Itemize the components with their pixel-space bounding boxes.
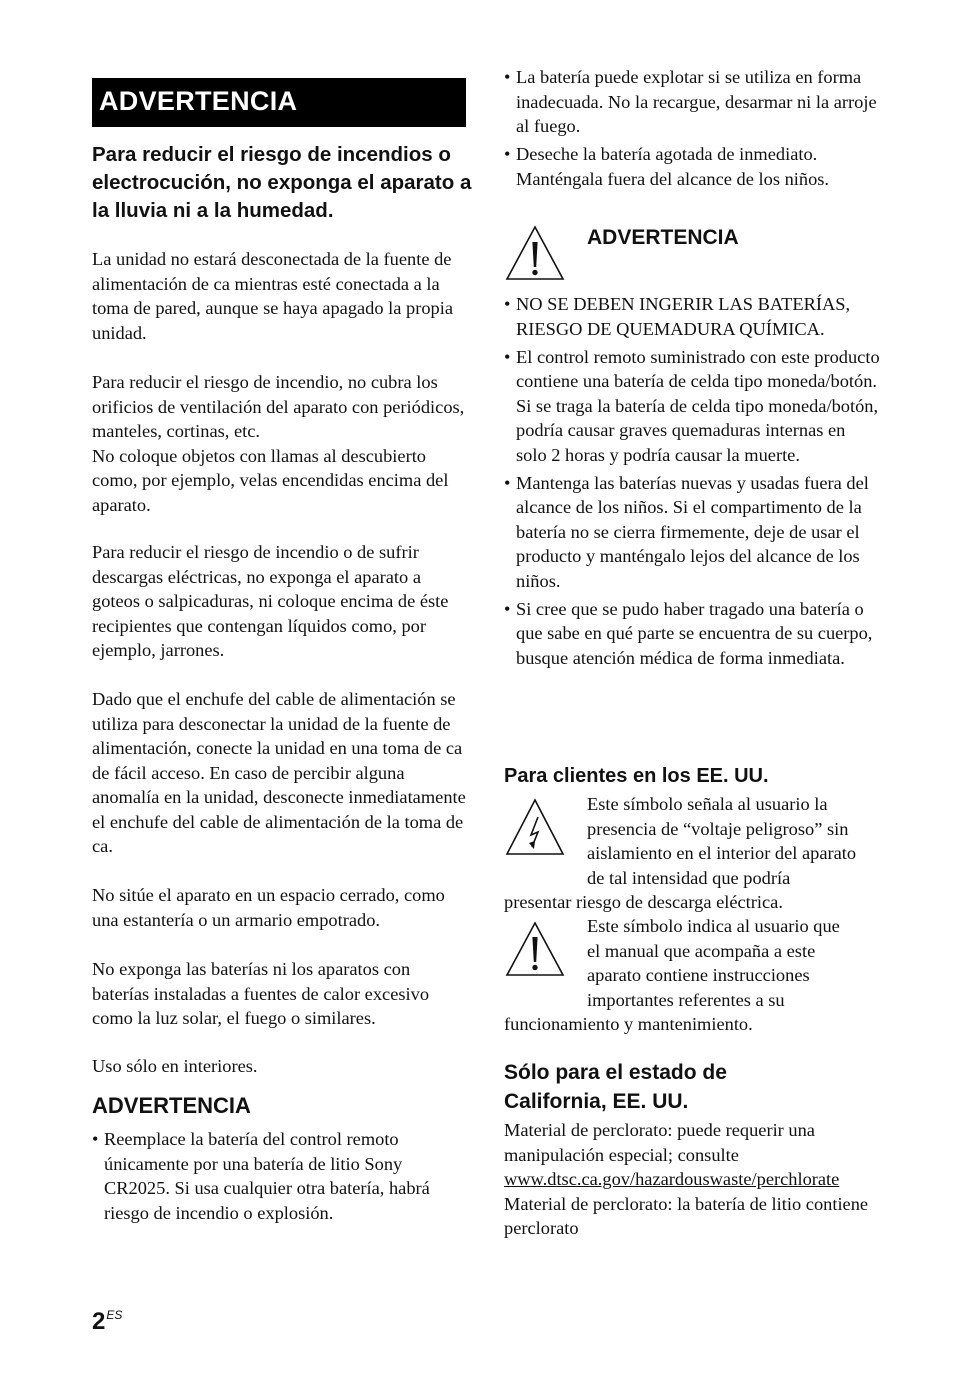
us-customers-heading: Para clientes en los EE. UU. <box>504 765 769 787</box>
paragraph-liquids: Para reducir el riesgo de incendio o de sufrir descargas eléctricas, no exponga el aparato a goteos o salpicaduras, ni coloque encima de éste recipientes que contengan líquidos como, por ejemplo, jarrones. <box>92 542 449 660</box>
warning-heading-remote: ADVERTENCIA <box>92 1093 251 1118</box>
page-number-value: 2 <box>92 1308 106 1335</box>
california-heading-line: California, EE. UU. <box>504 1090 689 1113</box>
warning-banner-title: ADVERTENCIA <box>99 86 298 116</box>
list-item: • Mantenga las baterías nuevas y usadas fuera del alcance de los niños. Si el compartimento de la batería no se cierra firmemente, deje de usar el producto y manténgalo lejos del alcance de los niños. <box>504 471 880 594</box>
paragraph-enclosure: No sitúe el aparato en un espacio cerrado, como una estantería o un armario empotrado. <box>92 885 445 930</box>
electric-shock-icon <box>504 797 566 857</box>
lead-warning: Para reducir el riesgo de incendios o electrocución, no exponga el aparato a la lluvia ni a la humedad. <box>92 143 472 222</box>
perchlorate-link[interactable]: www.dtsc.ca.gov/hazardouswaste/perchlorate <box>504 1169 840 1189</box>
instructions-symbol-line: aparato contiene instrucciones <box>587 965 810 985</box>
california-heading-line: Sólo para el estado de <box>504 1061 727 1084</box>
warning-heading-ingestion: ADVERTENCIA <box>587 226 739 249</box>
list-item: • Deseche la batería agotada de inmediato. Manténgala fuera del alcance de los niños. <box>504 142 880 191</box>
paragraph-ventilation-a: Para reducir el riesgo de incendio, no cubra los orificios de ventilación del aparato con periódicos, manteles, cortinas, etc. <box>92 372 465 441</box>
perchlorate-text-1: Material de perclorato: puede requerir una manipulación especial; consulte <box>504 1120 815 1165</box>
paragraph-ventilation <box>92 370 466 517</box>
list-item: • Si cree que se pudo haber tragado una batería o que sabe en qué parte se encuentra de su cuerpo, busque atención médica de forma inmediata. <box>504 597 880 671</box>
instructions-symbol-line: el manual que acompaña a este <box>587 940 816 961</box>
paragraph-ventilation-b: No coloque objetos con llamas al descubierto como, por ejemplo, velas encendidas encima del aparato. <box>92 445 449 515</box>
paragraph-plug: Dado que el enchufe del cable de alimentación se utiliza para desconectar la unidad de la fuente de alimentación, conecte la unidad en una toma de ca de fácil acceso. En caso de percibir alguna anomalía en la unidad, desconecte inmediatamente el enchufe del cable de alimentación de la toma de ca. <box>92 689 466 856</box>
list-item: • La batería puede explotar si se utiliza en forma inadecuada. No la recargue, desarmar ni la arroje al fuego. <box>504 65 880 139</box>
instructions-symbol-line: importantes referentes a su <box>587 989 785 1010</box>
shock-symbol-line: Este símbolo señala al usuario la <box>587 794 828 814</box>
list-item: • Reemplace la batería del control remoto únicamente por una batería de litio Sony CR2025. Si usa cualquier otra batería, habrá riesgo de incendio o explosión. <box>92 1127 466 1225</box>
shock-symbol-line: aislamiento en el interior del aparato <box>587 843 857 863</box>
warning-banner <box>92 78 466 127</box>
warning-triangle-icon <box>504 224 566 282</box>
shock-symbol-tail: presentar riesgo de descarga eléctrica. <box>504 892 783 912</box>
instructions-symbol-tail: funcionamiento y mantenimiento. <box>504 1014 753 1034</box>
perchlorate-text-2: Material de perclorato: la batería de litio contiene perclorato <box>504 1193 869 1238</box>
instructions-symbol-line: Este símbolo indica al usuario que <box>587 916 840 936</box>
battery-list <box>504 65 880 195</box>
remote-battery-list <box>92 1127 466 1229</box>
shock-symbol-line: presencia de “voltaje peligroso” sin <box>587 818 849 839</box>
list-item: • El control remoto suministrado con este producto contiene una batería de celda tipo moneda/botón. Si se traga la batería de celda tipo moneda/botón, podría causar graves quemaduras internas en solo 2 horas y podría causar la muerte. <box>504 345 880 468</box>
instructions-symbol-text <box>587 914 887 1012</box>
paragraph-indoor-use: Uso sólo en interiores. <box>92 1056 258 1076</box>
ingestion-warning-list <box>504 292 880 674</box>
caution-triangle-icon <box>504 920 566 978</box>
page-number <box>92 1308 122 1336</box>
paragraph-battery-heat: No exponga las baterías ni los aparatos con baterías instaladas a fuentes de calor excesivo como la luz solar, el fuego o similares. <box>92 959 430 1028</box>
list-item: • NO SE DEBEN INGERIR LAS BATERÍAS, RIESGO DE QUEMADURA QUÍMICA. <box>504 292 880 341</box>
shock-symbol-line: de tal intensidad que podría <box>587 867 791 888</box>
perchlorate-notice <box>504 1118 880 1241</box>
california-heading <box>504 1058 727 1116</box>
paragraph-power-source: La unidad no estará desconectada de la fuente de alimentación de ca mientras esté conectada a la toma de pared, aunque se haya apagado la propia unidad. <box>92 249 454 343</box>
shock-symbol-text <box>587 792 887 890</box>
page-language-code: ES <box>106 1308 123 1322</box>
